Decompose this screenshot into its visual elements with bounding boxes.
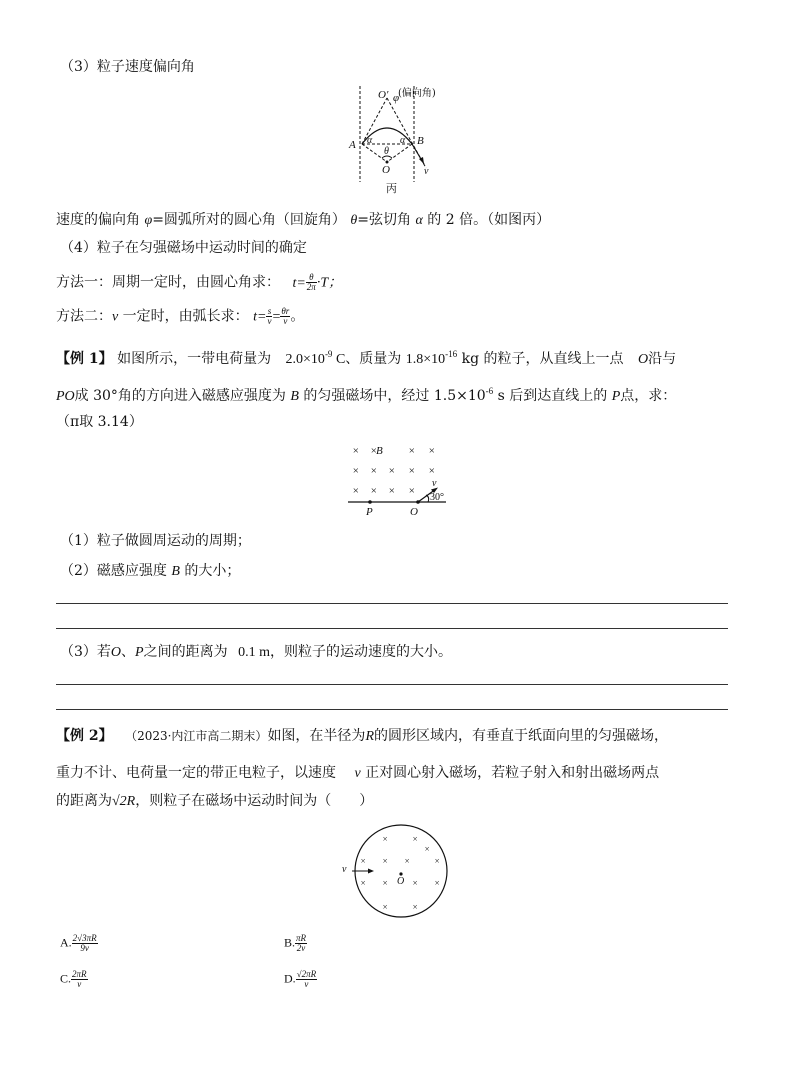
field-cross-mark: × xyxy=(352,465,360,477)
fig1-label-v: v xyxy=(432,478,437,489)
field-cross-mark: × xyxy=(428,465,436,477)
option-d[interactable]: D. $\frac{√2\pi R}{v}$ xyxy=(284,969,317,989)
question2: （2）磁感应强度 B 的大小； xyxy=(60,563,241,579)
option-c[interactable]: C. $\frac{2\pi R}{v}$ xyxy=(60,969,87,989)
field-cross-mark: × xyxy=(360,856,367,866)
field-cross-mark: × xyxy=(360,878,367,888)
field-cross-mark: × xyxy=(434,878,441,888)
field-cross-mark: × xyxy=(370,485,378,497)
fig-label-v: v xyxy=(424,166,429,177)
field-cross-mark: × xyxy=(382,856,389,866)
field-cross-mark: × xyxy=(434,856,441,866)
answer-line[interactable] xyxy=(56,628,728,629)
example2-line2: 重力不计、电荷量一定的带正电粒子，以速度 v 正对圆心射入磁场，若粒子射入和射出磁场两点 xyxy=(56,765,660,781)
example1-line1: 【例 1】 如图所示，一带电荷量为 $2.0\times 10^{-9}$ C、质量为 $1.8\times 10^{-16}$ kg 的粒子，从直线上一点 O沿与 xyxy=(56,349,677,367)
field-cross-mark: × xyxy=(408,465,416,477)
fig-label-phi: φ xyxy=(393,92,400,104)
method-one: 方法一：周期一定时，由圆心角求： t= $\frac{\theta}{2\pi}$ ·T； xyxy=(56,272,343,292)
field-cross-mark: × xyxy=(424,844,431,854)
option-a[interactable]: A. $\frac{2√3\pi R}{9v}$ xyxy=(60,933,97,953)
fig-caption: 丙 xyxy=(386,182,397,195)
fig2-label-O: O xyxy=(397,876,405,887)
fig-label-alpha-left: α xyxy=(367,135,373,146)
field-cross-mark: × xyxy=(382,834,389,844)
field-cross-mark: × xyxy=(370,445,378,457)
section3-description: 速度的偏向角 φ=圆弧所对的圆心角（回旋角） θ=弦切角 α 的 2 倍。（如图丙） xyxy=(56,212,551,228)
fig-label-B: B xyxy=(417,135,424,147)
fig1-label-P: P xyxy=(366,506,373,518)
fig-label-theta: θ xyxy=(384,146,389,157)
method-two: 方法二：v 一定时，由弧长求： t= $\frac{s}{v}$ = $\frac{\theta r}{v}$ 。 xyxy=(56,306,305,326)
field-cross-mark: × xyxy=(404,856,411,866)
fig2-label-v: v xyxy=(342,864,347,875)
field-cross-mark: × xyxy=(352,485,360,497)
answer-line[interactable] xyxy=(56,684,728,685)
example1-line2: PO成 30°角的方向进入磁感应强度为 B 的匀强磁场中，经过 $1.5\times 10^{-6}$ s 后到达直线上的 P点，求： xyxy=(56,386,677,404)
field-cross-mark: × xyxy=(412,878,419,888)
fig-label-O: O xyxy=(382,164,390,176)
field-cross-mark: × xyxy=(370,465,378,477)
section4-heading: （4）粒子在匀强磁场中运动时间的确定 xyxy=(60,240,307,256)
field-cross-mark: × xyxy=(388,465,396,477)
question3: （3）若O、P之间的距离为 0.1 m，则粒子的运动速度的大小。 xyxy=(60,644,452,660)
fig1-label-B: B xyxy=(376,445,383,457)
fig-label-alpha-right: α xyxy=(400,135,406,146)
field-cross-mark: × xyxy=(428,445,436,457)
example1-line3: （π取 3.14） xyxy=(56,414,143,430)
answer-line[interactable] xyxy=(56,603,728,604)
field-cross-mark: × xyxy=(408,485,416,497)
example2-line3: 的距离为√2R，则粒子在磁场中运动时间为（ ） xyxy=(56,793,374,809)
section3-heading: （3）粒子速度偏向角 xyxy=(60,59,195,75)
figure-bing xyxy=(340,84,460,196)
field-cross-mark: × xyxy=(352,445,360,457)
field-cross-mark: × xyxy=(382,902,389,912)
field-cross-mark: × xyxy=(408,445,416,457)
fig1-label-angle: 30° xyxy=(430,492,444,503)
fig-label-phi-note: (偏向角) xyxy=(398,88,436,99)
figure-example2 xyxy=(338,822,458,922)
field-cross-mark: × xyxy=(388,485,396,497)
example2-line1: 【例 2】 （2023·内江市高二期末）如图，在半径为R的圆形区域内，有垂直于纸面向里的匀强磁场， xyxy=(56,728,668,744)
fig-label-A: A xyxy=(349,139,356,151)
answer-line[interactable] xyxy=(56,709,728,710)
fig1-label-O: O xyxy=(410,506,418,518)
figure-example1 xyxy=(346,440,456,518)
option-b[interactable]: B. $\frac{\pi R}{2v}$ xyxy=(284,933,307,953)
question1: （1）粒子做圆周运动的周期； xyxy=(60,533,251,549)
field-cross-mark: × xyxy=(412,834,419,844)
field-cross-mark: × xyxy=(412,902,419,912)
field-cross-mark: × xyxy=(382,878,389,888)
fig-label-Oprime: O′ xyxy=(378,89,389,101)
